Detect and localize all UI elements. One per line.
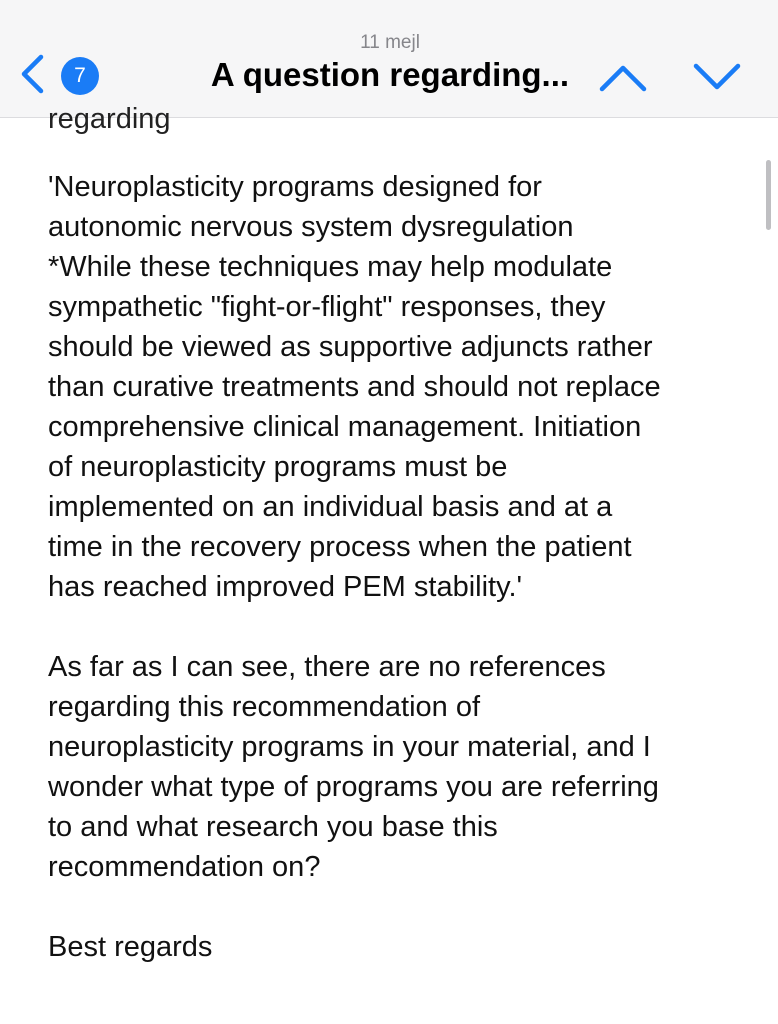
- quote-line: autonomic nervous system dysregulation: [48, 211, 574, 243]
- quote-line: should be viewed as supportive adjuncts rather: [48, 331, 653, 363]
- quote-line: 'Neuroplasticity programs designed for: [48, 171, 542, 203]
- question-line: regarding this recommendation of: [48, 691, 481, 723]
- clipped-text-line: regarding: [48, 103, 171, 135]
- unread-count-badge[interactable]: 7: [61, 57, 99, 95]
- question-line: to and what research you base this: [48, 811, 498, 843]
- quote-line: time in the recovery process when the patient: [48, 531, 632, 563]
- message-subject-title: A question regarding...: [210, 56, 570, 93]
- thread-count-label: 11 mejl: [360, 32, 420, 53]
- closing-line: Best regards: [48, 931, 213, 963]
- message-body: [48, 167, 748, 967]
- quote-line: sympathetic "fight-or-flight" responses, they: [48, 291, 606, 323]
- question-line: As far as I can see, there are no references: [48, 651, 606, 683]
- question-line: neuroplasticity programs in your material, and I: [48, 731, 651, 763]
- next-message-button[interactable]: [690, 56, 744, 96]
- chevron-down-icon: [690, 56, 744, 96]
- quote-line: *While these techniques may help modulate: [48, 251, 613, 283]
- quote-line: implemented on an individual basis and at a: [48, 491, 613, 523]
- chevron-left-icon: [19, 54, 45, 94]
- question-line: wonder what type of programs you are referring: [48, 771, 659, 803]
- back-button[interactable]: [14, 52, 50, 96]
- quote-line: of neuroplasticity programs must be: [48, 451, 508, 483]
- quote-line: than curative treatments and should not replace: [48, 371, 661, 403]
- previous-message-button[interactable]: [596, 56, 650, 96]
- question-paragraph: [48, 647, 748, 887]
- question-line: recommendation on?: [48, 851, 321, 883]
- scrollbar-thumb[interactable]: [766, 160, 771, 230]
- quote-line: comprehensive clinical management. Initiation: [48, 411, 642, 443]
- quote-line: has reached improved PEM stability.': [48, 571, 523, 603]
- quoted-recommendation: [48, 167, 748, 607]
- chevron-up-icon: [596, 56, 650, 96]
- navigation-bar: [0, 0, 778, 118]
